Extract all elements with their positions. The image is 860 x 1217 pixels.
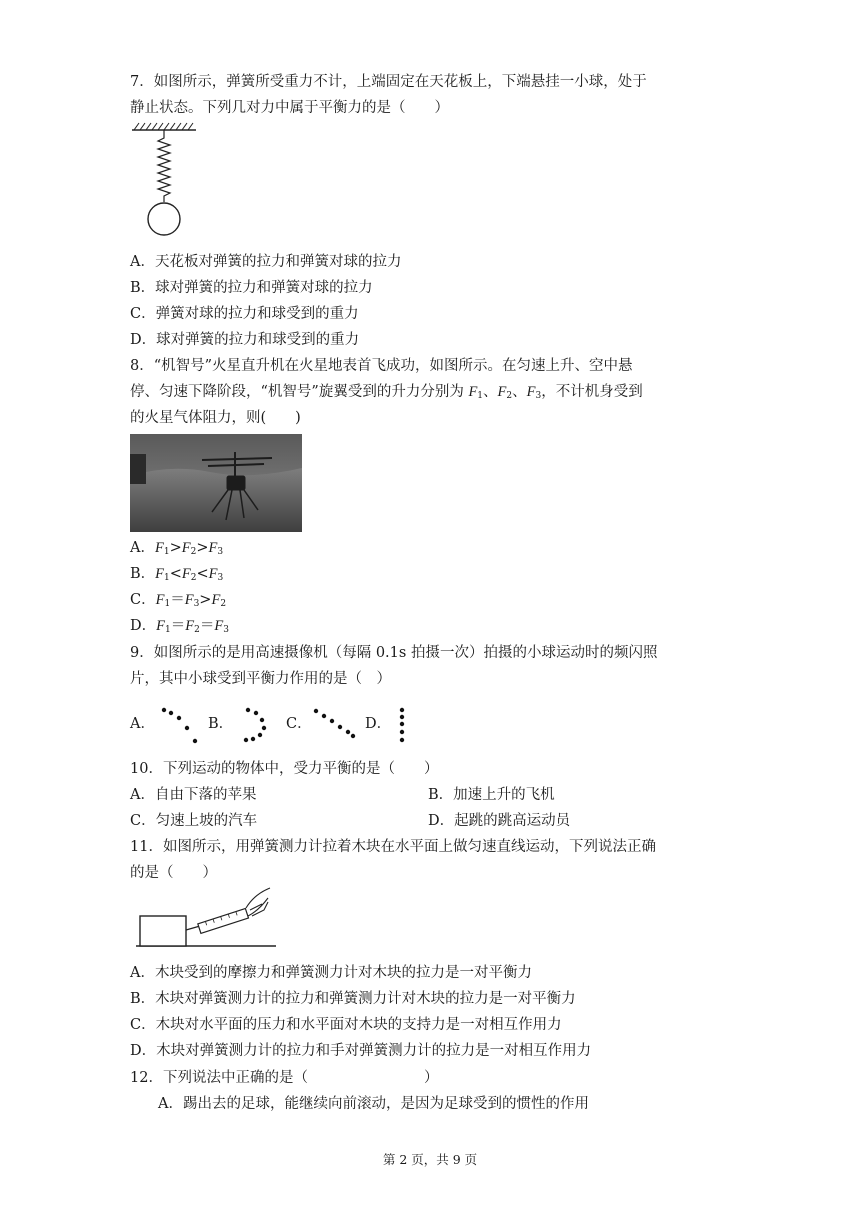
q12-stem: 12．下列说法中正确的是（ ） bbox=[130, 1070, 439, 1086]
q7-option-d: D．球对弹簧的拉力和球受到的重力 bbox=[130, 332, 360, 348]
q10-option-a: A．自由下落的苹果 bbox=[130, 787, 257, 803]
q9-option-a-label: A． bbox=[130, 716, 155, 732]
q8-stem-line3: 的火星气体阻力，则( ) bbox=[130, 410, 301, 426]
q8-stem-line1: 8．“机智号”火星直升机在火星地表首飞成功，如图所示。在匀速上升、空中悬 bbox=[130, 358, 633, 374]
q10-stem: 10．下列运动的物体中，受力平衡的是（ ） bbox=[130, 761, 439, 777]
q9-stem-line2: 片，其中小球受到平衡力作用的是（ ） bbox=[130, 671, 391, 687]
q9-option-b-dots bbox=[240, 706, 274, 746]
q9-stem-line1: 9．如图所示的是用高速摄像机（每隔 0.1s 拍摄一次）拍摄的小球运动时的频闪照 bbox=[130, 645, 658, 661]
q9-option-b-label: B． bbox=[208, 716, 234, 732]
q12-option-a: A．踢出去的足球，能继续向前滚动，是因为足球受到的惯性的作用 bbox=[158, 1096, 589, 1112]
q11-option-b: B．木块对弹簧测力计的拉力和弹簧测力计对木块的拉力是一对平衡力 bbox=[130, 991, 576, 1007]
q8-option-a: A．$F_1>F_2>F_3$ bbox=[130, 540, 224, 557]
q9-option-a-dots bbox=[160, 706, 200, 746]
q9-option-d-label: D． bbox=[365, 716, 392, 732]
q10-option-d: D．起跳的跳高运动员 bbox=[428, 813, 571, 829]
spring-scale-block-figure bbox=[134, 886, 280, 952]
q7-option-a: A．天花板对弹簧的拉力和弹簧对球的拉力 bbox=[130, 254, 402, 270]
q7-option-b: B．球对弹簧的拉力和弹簧对球的拉力 bbox=[130, 280, 373, 296]
page-footer: 第 2 页，共 9 页 bbox=[382, 1152, 478, 1167]
q7-stem-line1: 7．如图所示，弹簧所受重力不计，上端固定在天花板上，下端悬挂一小球，处于 bbox=[130, 74, 647, 90]
q11-stem-line2: 的是（ ） bbox=[130, 865, 217, 881]
q11-option-a: A．木块受到的摩擦力和弹簧测力计对木块的拉力是一对平衡力 bbox=[130, 965, 532, 981]
mars-helicopter-photo bbox=[130, 434, 302, 532]
q10-option-b: B．加速上升的飞机 bbox=[428, 787, 555, 803]
q9-option-c-dots bbox=[312, 706, 356, 742]
q7-stem-line2: 静止状态。下列几对力中属于平衡力的是（ ） bbox=[130, 100, 449, 116]
q11-stem-line1: 11．如图所示，用弹簧测力计拉着木块在水平面上做匀速直线运动，下列说法正确 bbox=[130, 839, 656, 855]
q9-option-c-label: C． bbox=[286, 716, 312, 732]
q8-option-c: C．$F_1=F_3>F_2$ bbox=[130, 592, 227, 609]
q10-option-c: C．匀速上坡的汽车 bbox=[130, 813, 258, 829]
q8-stem-line2: 停、匀速下降阶段，“机智号”旋翼受到的升力分别为 $F_1$、$F_2$、$F_3$，不计机身受到 bbox=[130, 384, 643, 401]
q7-option-c: C．弹簧对球的拉力和球受到的重力 bbox=[130, 306, 359, 322]
q8-option-d: D．$F_1=F_2=F_3$ bbox=[130, 618, 229, 635]
spring-ball-figure bbox=[130, 122, 200, 248]
q11-option-c: C．木块对水平面的压力和水平面对木块的支持力是一对相互作用力 bbox=[130, 1017, 562, 1033]
q9-option-d-dots bbox=[396, 706, 408, 748]
q8-option-b: B．$F_1<F_2<F_3$ bbox=[130, 566, 224, 583]
q11-option-d: D．木块对弹簧测力计的拉力和手对弹簧测力计的拉力是一对相互作用力 bbox=[130, 1043, 592, 1059]
